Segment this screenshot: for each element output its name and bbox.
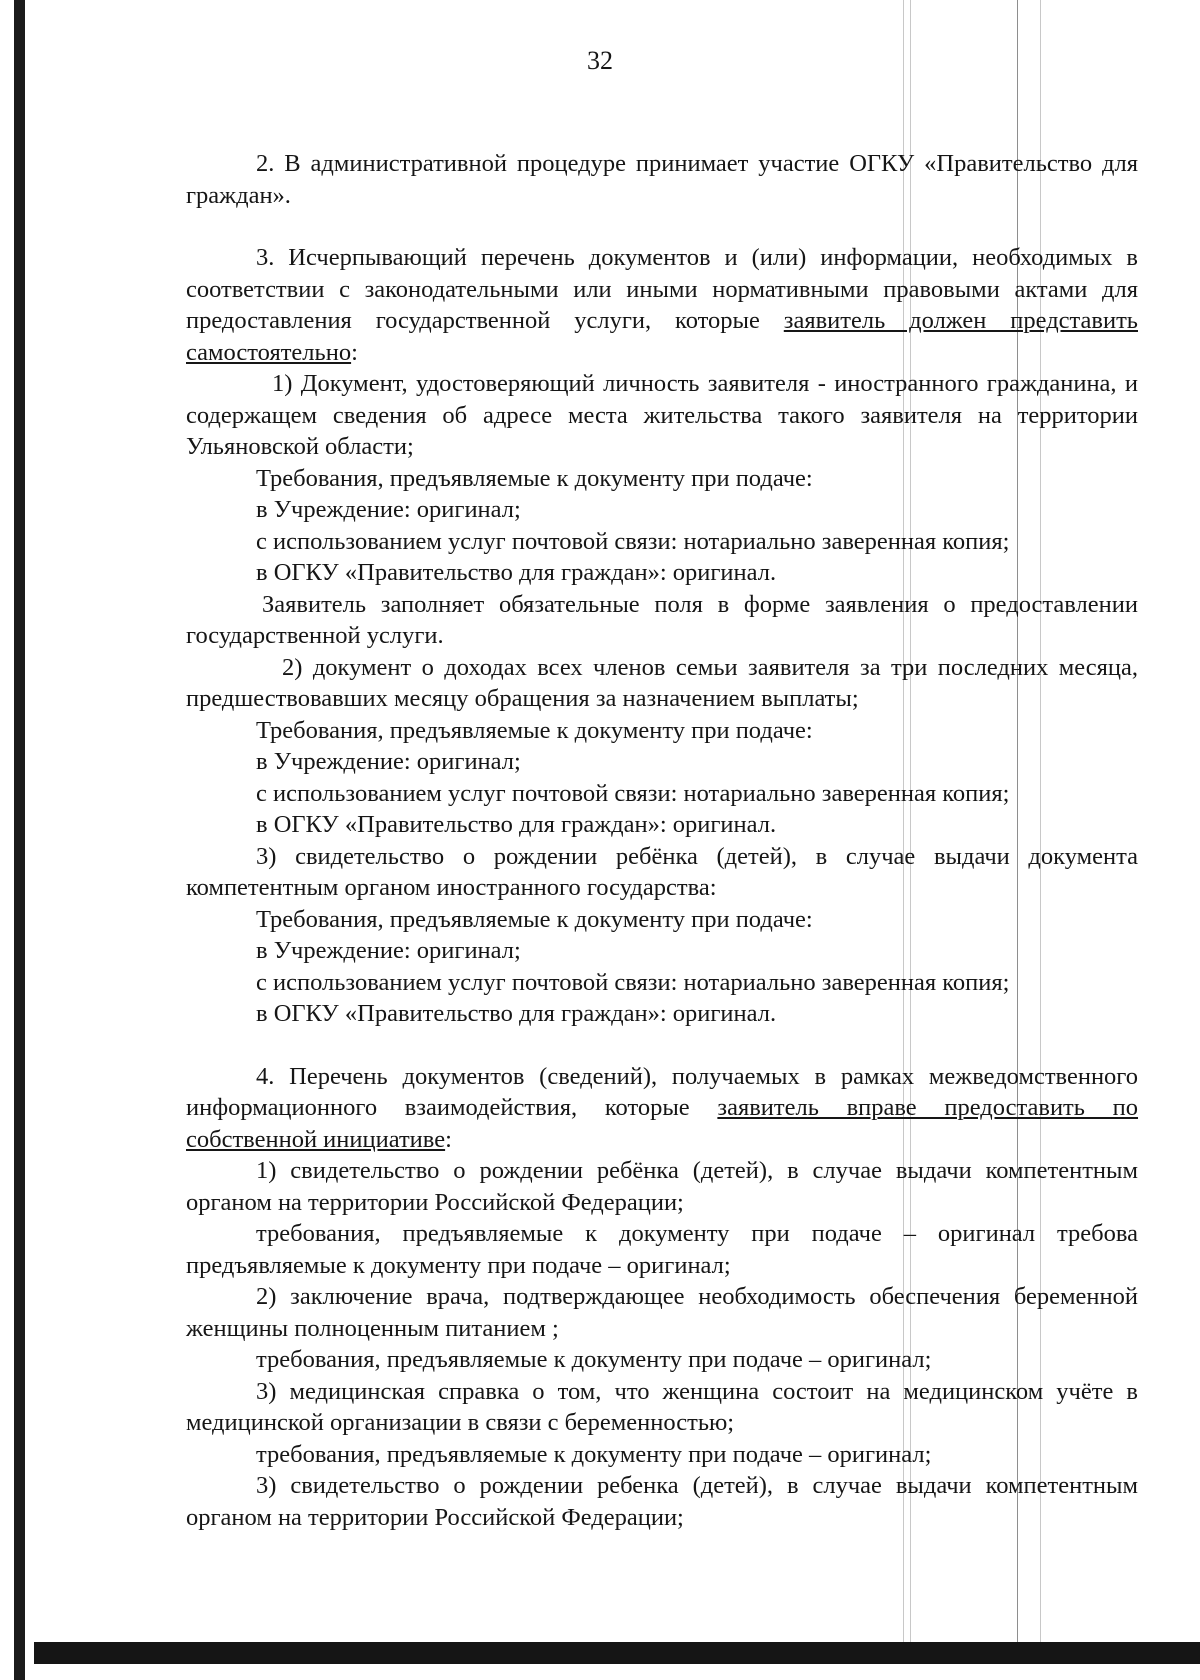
requirement-line: требования, предъявляемые к документу при подаче – оригинал требова предъявляемые к документу при подаче – оригинал;	[186, 1220, 1138, 1279]
scan-edge-bottom	[34, 1642, 1200, 1664]
paragraph-4: 4. Перечень документов (сведений), получаемых в рамках межведомственного информационного взаимодействия, которые заявитель вправе предоставить по собственной инициативе:	[186, 1062, 1139, 1153]
requirements-heading: Требования, предъявляемые к документу при подаче:	[256, 716, 813, 744]
document-body	[186, 148, 1138, 1533]
scan-edge-left	[14, 0, 25, 1680]
paragraph-3: 3. Исчерпывающий перечень документов и (или) информации, необходимых в соответствии с законодательными или иными нормативными правовыми актами для предоставления государственной услуги, которые заявитель должен представить самостоятельно:	[186, 244, 1138, 366]
requirement-line: в Учреждение: оригинал;	[256, 496, 521, 523]
list-item-2: 2) заключение врача, подтверждающее необходимость обеспечения беременной женщины полноценным питанием ;	[186, 1283, 1138, 1342]
requirement-line: с использованием услуг почтовой связи: нотариально заверенная копия;	[256, 968, 1010, 996]
applicant-note: Заявитель заполняет обязательные поля в форме заявления о предоставлении государственной услуги.	[186, 590, 1138, 649]
requirement-line: с использованием услуг почтовой связи: нотариально заверенная копия;	[256, 527, 1010, 555]
requirement-line: требования, предъявляемые к документу при подаче – оригинал;	[256, 1440, 932, 1468]
requirement-line: требования, предъявляемые к документу при подаче – оригинал;	[256, 1346, 932, 1373]
requirements-heading: Требования, предъявляемые к документу при подаче:	[256, 464, 813, 492]
underlined-phrase: заявитель должен представить самостоятельно	[186, 307, 1138, 366]
list-item-2: 2) документ о доходах всех членов семьи заявителя за три последних месяца, предшествовавших месяцу обращения за назначением выплаты;	[186, 653, 1138, 712]
paragraph-2: 2. В административной процедуре принимает участие ОГКУ «Правительство для граждан».	[186, 150, 1138, 209]
underlined-phrase: заявитель вправе предоставить по собственной инициативе	[186, 1094, 1139, 1153]
requirement-line: в ОГКУ «Правительство для граждан»: оригинал.	[256, 811, 777, 838]
requirement-line: с использованием услуг почтовой связи: нотариально заверенная копия;	[256, 779, 1010, 807]
requirement-line: в ОГКУ «Правительство для граждан»: оригинал.	[256, 1000, 777, 1027]
list-item-1: 1) Документ, удостоверяющий личность заявителя - иностранного гражданина, и содержащем сведения об адресе места жительства такого заявителя на территории Ульяновской области;	[186, 370, 1138, 460]
requirements-heading: Требования, предъявляемые к документу при подаче:	[256, 905, 813, 933]
list-item-3: 3) медицинская справка о том, что женщина состоит на медицинском учёте в медицинской организации в связи с беременностью;	[186, 1377, 1138, 1436]
list-item-3b: 3) свидетельство о рождении ребенка (детей), в случае выдачи компетентным органом на территории Российской Федерации;	[186, 1472, 1138, 1531]
list-item-1: 1) свидетельство о рождении ребёнка (детей), в случае выдачи компетентным органом на территории Российской Федерации;	[186, 1157, 1138, 1216]
requirement-line: в Учреждение: оригинал;	[256, 937, 521, 964]
requirement-line: в Учреждение: оригинал;	[256, 748, 521, 775]
requirement-line: в ОГКУ «Правительство для граждан»: оригинал.	[256, 559, 777, 586]
page-number: 32	[587, 46, 613, 75]
list-item-3: 3) свидетельство о рождении ребёнка (детей), в случае выдачи документа компетентным органом иностранного государства:	[186, 842, 1138, 901]
